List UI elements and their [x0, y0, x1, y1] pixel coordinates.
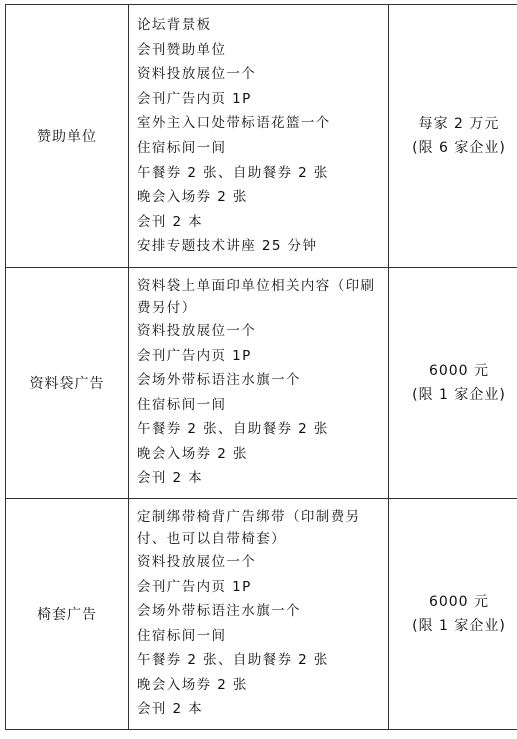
package-items-cell	[129, 499, 389, 730]
package-type-label: 赞助单位	[37, 129, 97, 145]
price-limit: (限 1 家企业)	[412, 618, 506, 634]
list-item: 晚会入场券 2 张	[137, 676, 248, 693]
list-item: 晚会入场券 2 张	[137, 189, 248, 206]
list-item: 住宿标间一间	[137, 627, 227, 644]
list-item: 定制绑带椅背广告绑带（印制费另付、也可以自带椅套）	[137, 508, 361, 547]
package-type-label: 椅套广告	[37, 607, 97, 623]
list-item: 会刊广告内页 1P	[137, 90, 252, 107]
list-item: 安排专题技术讲座 25 分钟	[137, 238, 318, 255]
list-item: 午餐券 2 张、自助餐券 2 张	[137, 652, 329, 669]
price-amount: 每家 2 万元	[418, 116, 500, 132]
list-item: 会刊 2 本	[137, 701, 204, 718]
price-limit: (限 6 家企业)	[412, 140, 506, 156]
package-type-cell	[6, 499, 129, 730]
list-item: 午餐券 2 张、自助餐券 2 张	[137, 421, 329, 438]
price-limit: (限 1 家企业)	[412, 387, 506, 403]
table-row-sponsor	[6, 5, 517, 268]
table-row-chair-ad	[6, 499, 517, 730]
list-item: 会刊赞助单位	[137, 41, 227, 58]
package-items-cell	[129, 268, 389, 499]
package-type-cell	[6, 5, 129, 268]
package-type-cell	[6, 268, 129, 499]
price-amount: 6000 元	[428, 594, 490, 610]
list-item: 资料投放展位一个	[137, 553, 257, 570]
list-item: 论坛背景板	[137, 17, 212, 34]
package-type-label: 资料袋广告	[29, 376, 105, 392]
package-items-cell	[129, 5, 389, 268]
list-item: 资料投放展位一个	[137, 66, 257, 83]
list-item: 会场外带标语注水旗一个	[137, 372, 301, 389]
sponsorship-table	[5, 4, 517, 730]
list-item: 会场外带标语注水旗一个	[137, 603, 301, 620]
list-item: 午餐券 2 张、自助餐券 2 张	[137, 164, 329, 181]
table-row-bag-ad	[6, 268, 517, 499]
list-item: 会刊 2 本	[137, 470, 204, 487]
price-amount: 6000 元	[428, 363, 490, 379]
list-item: 住宿标间一间	[137, 396, 227, 413]
package-price-cell	[389, 5, 517, 268]
list-item: 室外主入口处带标语花篮一个	[137, 115, 331, 132]
list-item: 资料投放展位一个	[137, 322, 257, 339]
list-item: 晚会入场券 2 张	[137, 445, 248, 462]
package-price-cell	[389, 268, 517, 499]
list-item: 住宿标间一间	[137, 140, 227, 156]
list-item: 会刊广告内页 1P	[137, 347, 252, 364]
list-item: 资料袋上单面印单位相关内容（印刷费另付）	[137, 277, 376, 316]
package-price-cell	[389, 499, 517, 730]
list-item: 会刊广告内页 1P	[137, 578, 252, 595]
list-item: 会刊 2 本	[137, 213, 204, 230]
